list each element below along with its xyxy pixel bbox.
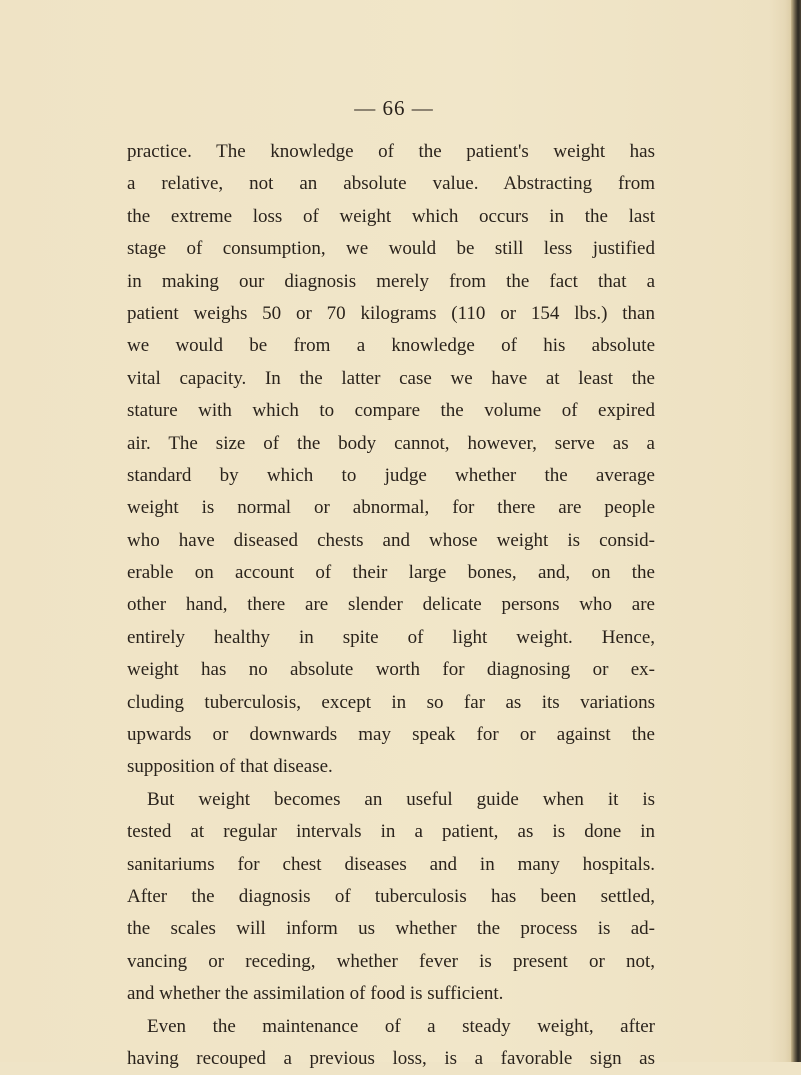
page-number-header: — 66 — bbox=[354, 96, 434, 120]
text-line: weight has no absolute worth for diagnosing or ex- bbox=[127, 659, 655, 681]
text-line: erable on account of their large bones, and, on the bbox=[127, 562, 655, 584]
text-line: sanitariums for chest diseases and in many hospitals. bbox=[127, 853, 655, 875]
text-line: patient weighs 50 or 70 kilograms (110 or 154 lbs.) than bbox=[127, 302, 655, 324]
body-text bbox=[127, 136, 655, 1075]
text-line: practice. The knowledge of the patient's weight has bbox=[127, 141, 655, 162]
text-line: stage of consumption, we would be still less justified bbox=[127, 238, 655, 260]
text-line: in making our diagnosis merely from the fact that a bbox=[127, 270, 655, 292]
text-line: supposition of that disease. bbox=[127, 756, 333, 778]
text-line: and whether the assimilation of food is sufficient. bbox=[127, 983, 504, 1005]
text-line: who have diseased chests and whose weight is consid- bbox=[127, 529, 655, 551]
text-line: the extreme loss of weight which occurs in the last bbox=[127, 205, 655, 227]
text-line: weight is normal or abnormal, for there are people bbox=[127, 497, 655, 519]
text-line: we would be from a knowledge of his absolute bbox=[127, 335, 655, 357]
text-line: upwards or downwards may speak for or against the bbox=[127, 724, 655, 746]
page-edge-shadow bbox=[791, 0, 801, 1062]
text-line: vital capacity. In the latter case we have at least the bbox=[127, 367, 655, 389]
text-line: standard by which to judge whether the average bbox=[127, 464, 655, 486]
text-line: air. The size of the body cannot, however, serve as a bbox=[127, 432, 655, 454]
text-line: But weight becomes an useful guide when it is bbox=[147, 788, 655, 810]
text-line: tested at regular intervals in a patient, as is done in bbox=[127, 821, 655, 843]
text-line: entirely healthy in spite of light weight. Hence, bbox=[127, 626, 655, 648]
text-line: the scales will inform us whether the process is ad- bbox=[127, 918, 655, 940]
text-line: After the diagnosis of tuberculosis has been settled, bbox=[127, 885, 655, 907]
text-line: cluding tuberculosis, except in so far as its variations bbox=[127, 691, 655, 713]
text-line: stature with which to compare the volume of expired bbox=[127, 400, 655, 422]
text-line: a relative, not an absolute value. Abstracting from bbox=[127, 173, 655, 195]
text-line: other hand, there are slender delicate persons who are bbox=[127, 594, 655, 616]
text-line: Even the maintenance of a steady weight, after bbox=[147, 1015, 655, 1037]
text-line: having recouped a previous loss, is a favorable sign as bbox=[127, 1047, 655, 1069]
text-line: vancing or receding, whether fever is present or not, bbox=[127, 950, 655, 972]
